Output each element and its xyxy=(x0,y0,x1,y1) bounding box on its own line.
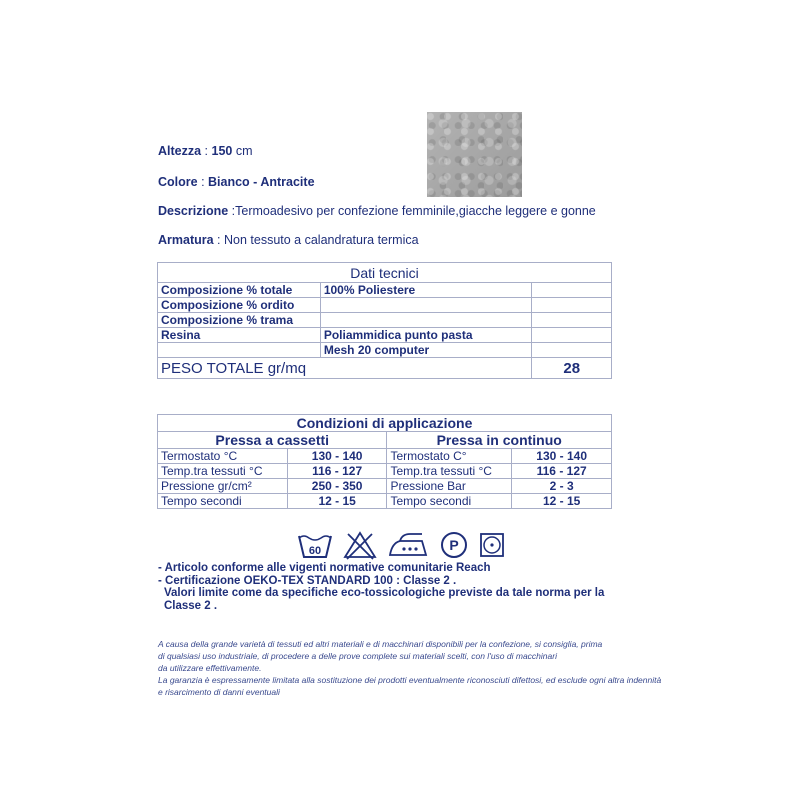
field-descrizione xyxy=(158,204,596,218)
dry-clean-p-icon xyxy=(439,530,469,560)
cond-value: 130 - 140 xyxy=(287,449,387,464)
fabric-swatch-image xyxy=(427,112,522,197)
row-label: Composizione % ordito xyxy=(158,298,321,313)
peso-row xyxy=(158,358,612,379)
descrizione-value: Termoadesivo per confezione femminile,giacche leggere e gonne xyxy=(235,204,596,218)
wash-temp-text: 60 xyxy=(308,545,322,557)
cond-value: 12 - 15 xyxy=(512,494,612,509)
altezza-unit: cm xyxy=(232,144,253,158)
condizioni-table xyxy=(157,414,612,509)
altezza-sep: : xyxy=(201,144,212,158)
disclaimer-line: di qualsiasi uso industriale, di procedere a delle prove complete sui materiali scelti, con l'uso di macchinari xyxy=(158,651,557,661)
row-value: Mesh 20 computer xyxy=(320,343,532,358)
descrizione-label: Descrizione xyxy=(158,204,229,218)
cond-label: Pressione gr/cm² xyxy=(158,479,288,494)
cond-label: Termostato C° xyxy=(387,449,512,464)
field-armatura xyxy=(158,233,419,247)
iron-icon xyxy=(386,530,430,560)
altezza-label: Altezza xyxy=(158,144,202,158)
disclaimer-line: A causa della grande varietà di tessuti ed altri materiali e di macchinari disponibili per la confezione, si consiglia, prima xyxy=(158,639,603,649)
notes-block xyxy=(158,562,604,612)
dryclean-letter-text: P xyxy=(449,537,459,553)
cond-label: Termostato °C xyxy=(158,449,288,464)
peso-label: PESO TOTALE gr/mq xyxy=(158,358,532,379)
table-row xyxy=(158,464,612,479)
table-row xyxy=(158,313,612,328)
cond-value: 116 - 127 xyxy=(512,464,612,479)
note-line: - Articolo conforme alle vigenti normative comunitarie Reach xyxy=(158,562,491,574)
table-row xyxy=(158,298,612,313)
pressa-cassetti-head: Pressa a cassetti xyxy=(158,432,387,449)
wash-60-icon xyxy=(296,530,334,560)
cond-label: Pressione Bar xyxy=(387,479,512,494)
table-row xyxy=(158,283,612,298)
cond-label: Tempo secondi xyxy=(387,494,512,509)
cond-value: 2 - 3 xyxy=(512,479,612,494)
disclaimer-line: e risarcimento di danni eventuali xyxy=(158,687,280,697)
field-altezza xyxy=(158,144,253,158)
row-empty xyxy=(532,313,612,328)
table-row xyxy=(158,479,612,494)
no-bleach-icon xyxy=(343,530,377,560)
table-row xyxy=(158,494,612,509)
cond-value: 250 - 350 xyxy=(287,479,387,494)
condizioni-title: Condizioni di applicazione xyxy=(158,415,612,432)
cond-label: Temp.tra tessuti °C xyxy=(158,464,288,479)
row-label: Composizione % trama xyxy=(158,313,321,328)
table-row xyxy=(158,328,612,343)
disclaimer-block xyxy=(158,638,661,698)
tumble-dry-icon xyxy=(478,531,506,559)
row-label: Composizione % totale xyxy=(158,283,321,298)
row-empty xyxy=(532,283,612,298)
care-icons xyxy=(296,528,506,562)
row-empty xyxy=(532,343,612,358)
row-label xyxy=(158,343,321,358)
dati-tecnici-table xyxy=(157,262,612,379)
cond-value: 130 - 140 xyxy=(512,449,612,464)
altezza-value: 150 xyxy=(211,144,233,158)
field-colore xyxy=(158,175,315,189)
row-empty xyxy=(532,328,612,343)
peso-value: 28 xyxy=(532,358,612,379)
colore-label: Colore xyxy=(158,175,198,189)
cond-label: Temp.tra tessuti °C xyxy=(387,464,512,479)
note-line: Valori limite come da specifiche eco-tossicologiche previste da tale norma per la xyxy=(164,587,605,599)
armatura-sep: : xyxy=(213,233,224,247)
row-empty xyxy=(532,298,612,313)
cond-value: 116 - 127 xyxy=(287,464,387,479)
table-row xyxy=(158,449,612,464)
row-value xyxy=(320,313,532,328)
row-value: Poliammidica punto pasta xyxy=(320,328,532,343)
armatura-label: Armatura xyxy=(158,233,214,247)
row-value: 100% Poliestere xyxy=(320,283,532,298)
colore-value: Bianco - Antracite xyxy=(208,175,315,189)
disclaimer-line: La garanzia è espressamente limitata alla sostituzione dei prodotti eventualmente riconosciuti difettosi, ed esclude ogni altra indennità xyxy=(158,675,662,685)
note-line: Classe 2 . xyxy=(164,599,218,612)
note-line: - Certificazione OEKO-TEX STANDARD 100 : Classe 2 . xyxy=(158,574,457,587)
row-label: Resina xyxy=(158,328,321,343)
colore-sep: : xyxy=(197,175,209,189)
row-value xyxy=(320,298,532,313)
table-row xyxy=(158,343,612,358)
dati-tecnici-title: Dati tecnici xyxy=(158,263,612,283)
disclaimer-line: da utilizzare effettivamente. xyxy=(158,663,262,673)
armatura-value: Non tessuto a calandratura termica xyxy=(224,233,419,247)
cond-label: Tempo secondi xyxy=(158,494,288,509)
descrizione-sep: : xyxy=(228,204,236,218)
pressa-continuo-head: Pressa in continuo xyxy=(387,432,612,449)
cond-value: 12 - 15 xyxy=(287,494,387,509)
